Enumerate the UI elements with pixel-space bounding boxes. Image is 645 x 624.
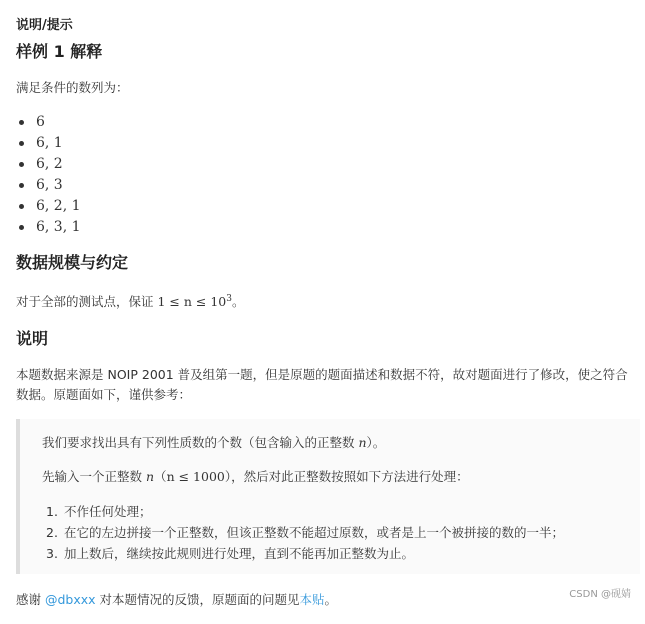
list-item: 2. 在它的左边拼接一个正整数，但该正整数不能超过原数，或者是上一个被拼接的数的一半； bbox=[46, 525, 564, 541]
list-item: 6, 3 bbox=[16, 175, 640, 196]
example-title: 样例 1 解释 bbox=[16, 42, 103, 61]
list-item: 6, 1 bbox=[16, 133, 640, 154]
quote-line-1: 我们要求找出具有下列性质数的个数（包含输入的正整数 n）。 bbox=[42, 435, 386, 451]
example-intro: 满足条件的数列为： bbox=[16, 80, 129, 95]
bullet-icon bbox=[19, 225, 24, 230]
problem-hint-panel bbox=[16, 10, 640, 624]
user-link[interactable]: @dbxxx bbox=[44, 592, 96, 608]
list-item: 6 bbox=[16, 112, 640, 133]
notes-paragraph: 本题数据来源是 NOIP 2001 普及组第一题，但是原题的题面描述和数据不符，故对题面进行了修改，使之符合数据。原题面如下，谨供参考： bbox=[16, 367, 628, 403]
list-item: 6, 2, 1 bbox=[16, 196, 640, 217]
quote-line-2: 先输入一个正整数 n（n ≤ 1000），然后对此正整数按照如下方法进行处理： bbox=[42, 469, 469, 485]
steps-list bbox=[42, 501, 640, 564]
constraints-text: 对于全部的测试点，保证 $1 \le n \le 10^3$。 bbox=[16, 294, 245, 310]
list-item: 6, 3, 1 bbox=[16, 217, 640, 238]
constraints-title: 数据规模与约定 bbox=[16, 253, 129, 272]
section-label: 说明/提示 bbox=[16, 18, 73, 33]
notes-title: 说明 bbox=[16, 329, 49, 349]
post-link[interactable]: 本贴 bbox=[299, 592, 325, 608]
bullet-icon bbox=[19, 120, 24, 125]
constraint-math: $1 \le n \le 10^3$ bbox=[157, 294, 232, 310]
list-item: 1. 不作任何处理； bbox=[46, 504, 152, 520]
list-item: 3. 加上数后，继续按此规则进行处理，直到不能再加正整数为止。 bbox=[46, 546, 414, 562]
original-statement-quote bbox=[16, 419, 640, 574]
footer-thanks: 感谢 @dbxxx 对本题情况的反馈，原题面的问题见本贴。 bbox=[16, 592, 338, 608]
list-item: 6, 2 bbox=[16, 154, 640, 175]
sequence-list bbox=[16, 112, 640, 238]
bullet-icon bbox=[19, 141, 24, 146]
watermark: CSDN @砚婧 bbox=[569, 589, 631, 600]
bullet-icon bbox=[19, 183, 24, 188]
bullet-icon bbox=[19, 162, 24, 167]
bullet-icon bbox=[19, 204, 24, 209]
